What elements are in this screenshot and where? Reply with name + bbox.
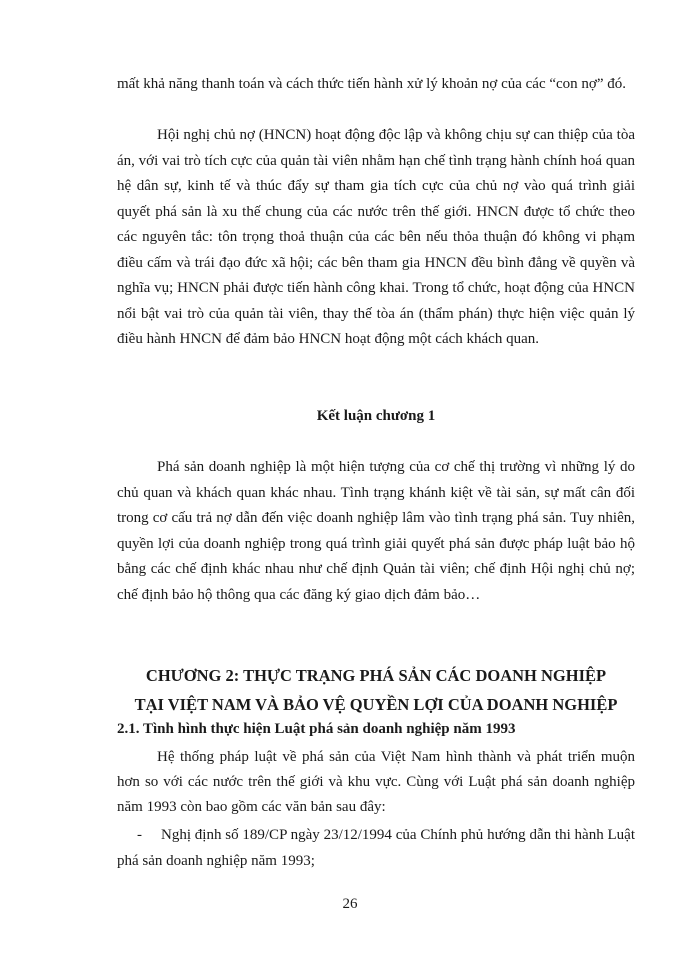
paragraph-legal-system: Hệ thống pháp luật về phá sản của Việt Nam hình thành và phát triển muộn hơn so với các nước trên thế giới và khu vực. Cùng với Luật phá sản doanh nghiệp năm 1993 còn bao gồm các văn bản sau đây: — [117, 749, 635, 815]
chapter-1-conclusion-heading: Kết luận chương 1 — [316, 408, 436, 424]
list-item — [117, 822, 635, 874]
list-dash: - — [137, 827, 142, 843]
page-number: 26 — [342, 896, 358, 912]
chapter-title-line-2: TẠI VIỆT NAM VÀ BẢO VỆ QUYỀN LỢI CỦA DOANH NGHIỆP — [134, 695, 618, 714]
chapter-2-title — [117, 661, 635, 719]
paragraph-creditors-meeting: Hội nghị chủ nợ (HNCN) hoạt động độc lập và không chịu sự can thiệp của tòa án, với vai trò tích cực của quản tài viên nhằm hạn chế tình trạng hành chính hoá quan hệ dân sự, kinh tế và thúc đẩy sự tham gia tích cực của chủ nợ vào quá trình giải quyết phá sản là xu thế chung của các nước trên thế giới. HNCN được tổ chức theo các nguyên tắc: tôn trọng thoả thuận của các bên nếu thỏa thuận đó không vi phạm điều cấm và trái đạo đức xã hội; các bên tham gia HNCN đều bình đẳng về quyền và nghĩa vụ; HNCN phải được tiến hành công khai. Trong tổ chức, hoạt động của HNCN nổi bật vai trò của quản tài viên, thay thế tòa án (thẩm phán) thực hiện việc quản lý điều hành HNCN để đảm bảo HNCN hoạt động một cách khách quan. — [117, 127, 635, 347]
section-2-1-heading: 2.1. Tình hình thực hiện Luật phá sản doanh nghiệp năm 1993 — [117, 721, 516, 737]
paragraph-continuation: mất khả năng thanh toán và cách thức tiến hành xử lý khoản nợ của các “con nợ” đó. — [117, 76, 627, 92]
list-item-text: Nghị định số 189/CP ngày 23/12/1994 của Chính phủ hướng dẫn thi hành Luật phá sản doanh nghiệp năm 1993; — [117, 827, 635, 869]
paragraph-conclusion: Phá sản doanh nghiệp là một hiện tượng của cơ chế thị trường vì những lý do chủ quan và khách quan khác nhau. Tình trạng khánh kiệt về tài sản, sự mất cân đối trong cơ cấu trả nợ dẫn đến việc doanh nghiệp lâm vào tình trạng phá sản. Tuy nhiên, quyền lợi của doanh nghiệp trong quá trình giải quyết phá sản được pháp luật bảo hộ bằng các chế định khác nhau như chế định Quản tài viên; chế định Hội nghị chủ nợ; chế định bảo hộ thông qua các đăng ký giao dịch đảm bảo… — [117, 459, 635, 603]
chapter-title-line-1: CHƯƠNG 2: THỰC TRẠNG PHÁ SẢN CÁC DOANH NGHIỆP — [145, 666, 607, 685]
